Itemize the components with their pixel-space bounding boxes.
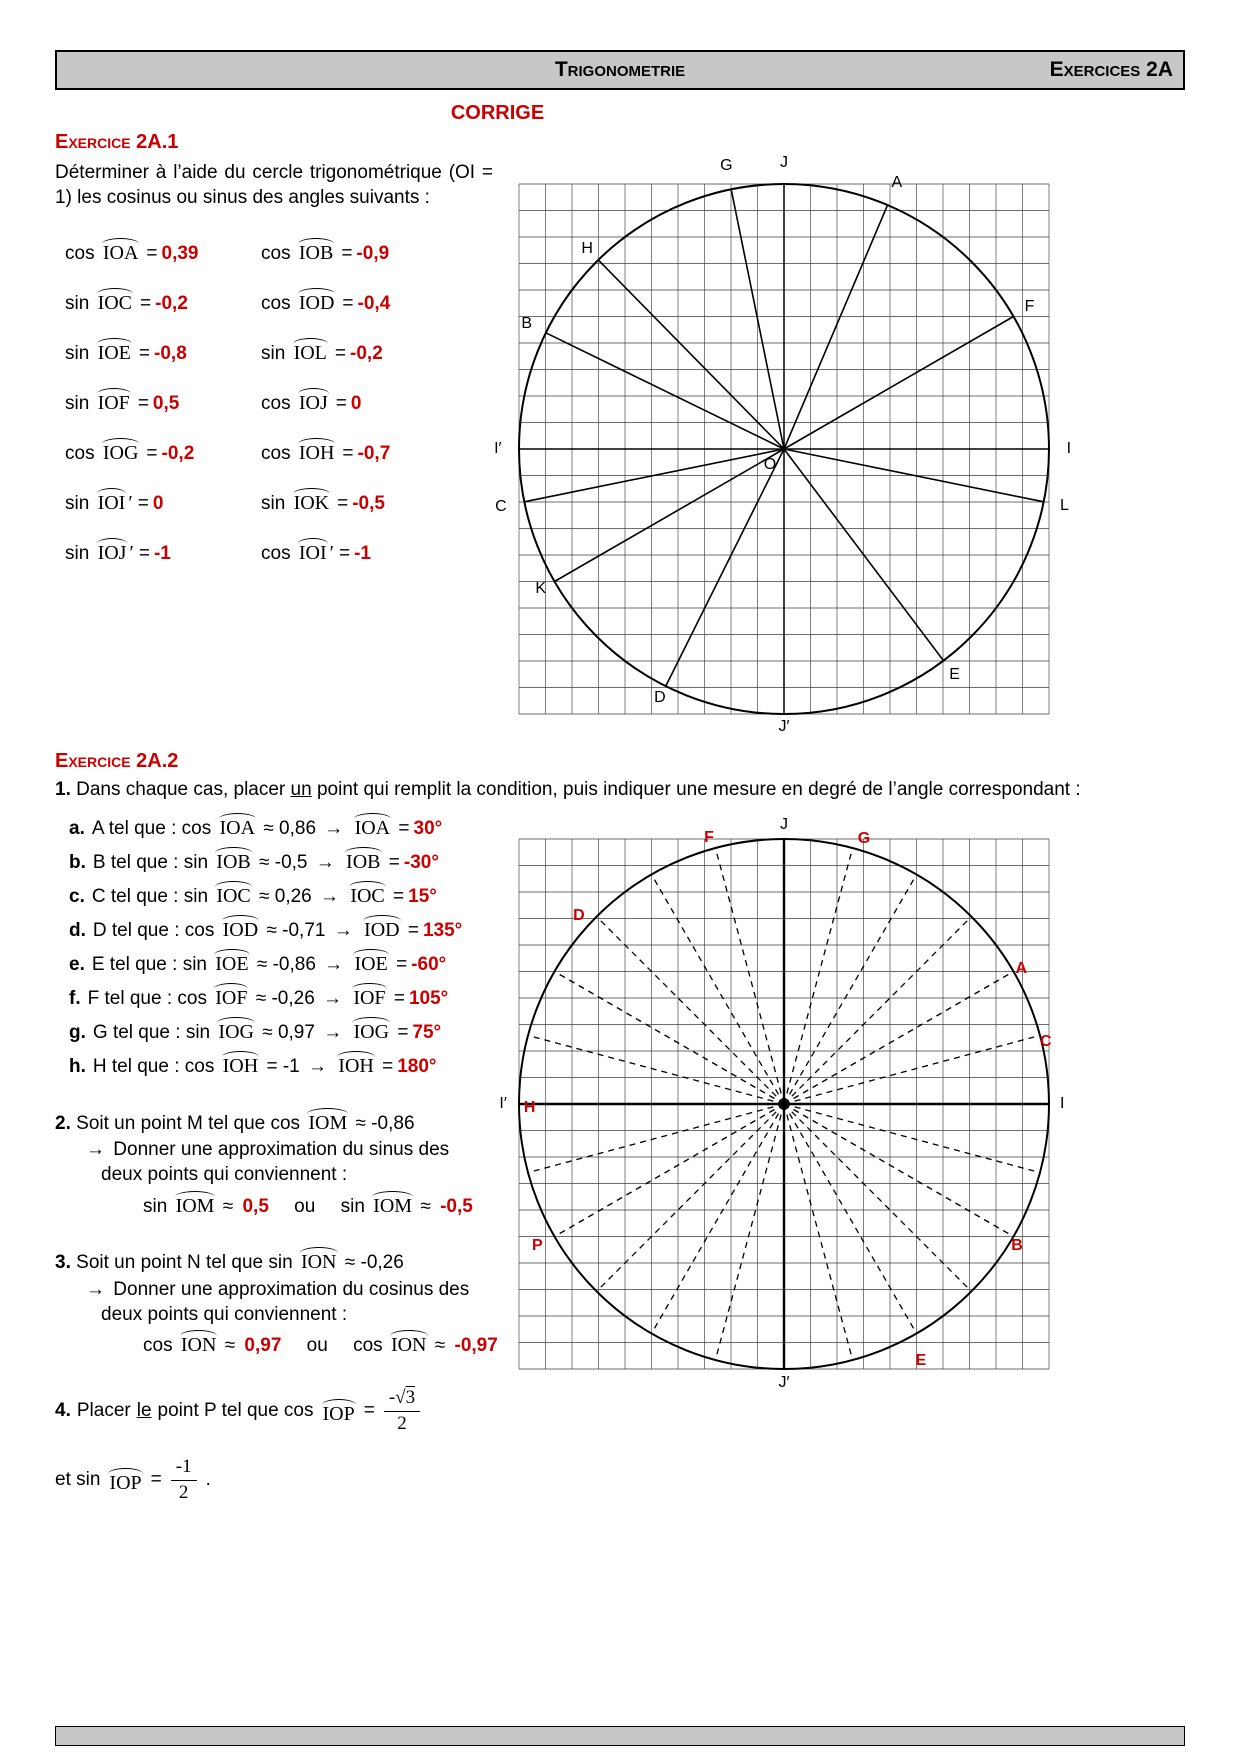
angle-notation: IOC [348,881,386,906]
dashed-ray [784,848,853,1104]
dashed-ray [784,874,917,1103]
dashed-ray [784,1035,1040,1104]
trig-answer [261,388,493,415]
trig-answer [261,238,493,265]
equals-sign: = [342,443,354,465]
trig-function: sin [261,343,286,365]
point-label-I: I [1066,440,1072,457]
arrow-icon: → [324,953,344,975]
point-label-E: E [949,666,960,684]
condition-item [69,847,493,876]
point-label-C: C [1039,1032,1052,1050]
part-3-instruction [55,1278,493,1327]
trig-answer [65,438,261,465]
angle-notation: IOE [213,949,250,974]
prime-mark: ′ [129,542,134,565]
angle-notation: IOH [221,1051,261,1076]
equals-sign: = [341,243,353,265]
ray [784,205,888,449]
item-letter: a. [69,817,85,839]
equals-sign: = [335,393,347,415]
point-label-J: J [780,816,788,834]
angle-notation: IOC [214,881,252,906]
point-label-I: I [1060,1094,1065,1112]
item-answer: -30° [403,851,439,873]
point-label-D: D [654,689,666,706]
item-answer: 15° [408,885,437,907]
fraction-denominator: 2 [178,1481,189,1503]
equals-sign: = [334,343,347,365]
angle-notation: ION [299,1247,339,1272]
question-number: 2. [55,1112,71,1134]
angle-notation: IOI [96,488,128,513]
part-2-answers [55,1191,493,1220]
point-label-G: G [857,829,871,847]
ray [666,449,784,686]
part-3 [55,1247,498,1359]
answer-value: -1 [153,543,171,565]
trig-function: sin [65,493,90,515]
answer-value: -0,9 [356,243,390,265]
ray [598,260,784,449]
point-label-G: G [720,156,733,174]
angle-notation: IOL [292,338,329,363]
answer-value: -0,2 [161,443,195,465]
ray [546,333,784,449]
trig-function: cos [143,1335,173,1357]
answer-value: 0 [350,393,362,415]
part-4-line-1 [55,1387,493,1436]
exercise-1-intro: Déterminer à l’aide du cercle trigonométrique (OI = 1) les cosinus ou sinus des angles suivants : [55,162,493,209]
trig-function: cos [261,393,291,415]
answer-value: 0,39 [161,243,199,265]
dashed-ray [784,1104,1040,1173]
dashed-ray [715,1104,784,1360]
item-text: B tel que : sin [92,851,209,873]
item-relation: ≈ -0,26 [255,987,315,1009]
angle-notation: IOM [174,1191,217,1216]
point-label-H: H [523,1099,536,1117]
item-answer: 105° [408,987,449,1009]
point-label-P: P [531,1237,543,1255]
point-label-F: F [1024,298,1035,316]
answer-value: 0,5 [242,1195,269,1217]
equals-sign: = [393,987,405,1009]
fraction [384,1387,420,1436]
item-text: C tel que : sin [91,885,209,907]
condition-item [69,1051,493,1080]
point-label-A: A [1015,959,1028,977]
approx-sign: ≈ [222,1195,234,1217]
condition-item [69,1017,493,1046]
dashed-ray [652,1104,785,1333]
fraction-denominator: 2 [397,1412,407,1434]
part-4 [55,1387,493,1504]
angle-notation: IOK [292,488,332,513]
equals-sign: = [388,851,400,873]
answer-value: -0,7 [357,443,391,465]
statement-text: Placer [76,1400,131,1422]
question-number: 3. [55,1252,71,1274]
arrow-icon: → [324,817,344,839]
point-label-K: K [535,580,547,598]
condition-item [69,813,493,842]
point-label-Jprime: J′ [778,1374,790,1392]
unit-circle-svg-1 [519,184,1049,714]
item-letter: h. [69,1055,86,1077]
question-text: Dans chaque cas, placer [76,779,286,800]
equals-sign: = [137,393,149,415]
item-letter: f. [69,987,81,1009]
angle-notation: IOM [306,1108,349,1133]
answer-value: -0,5 [440,1195,473,1217]
angle-notation: IOJ [96,538,129,563]
point-label-Jprime: J′ [778,718,790,736]
underlined-word: un [290,779,312,800]
angle-notation: IOG [351,1017,391,1042]
item-text: D tel que : cos [92,919,215,941]
part-3-answers [55,1330,498,1359]
trig-answer [65,538,261,565]
point-label-Iprime: I′ [494,440,502,457]
answer-value: -0,2 [350,343,383,365]
trig-answer [261,538,493,565]
document-subtitle: Exercices 2A [1049,58,1173,81]
exercise-2-left-column [55,813,498,1505]
document-title: Trigonometrie [554,58,686,81]
equals-sign: = [342,293,354,315]
origin-point [782,447,787,452]
answer-value: -0,4 [357,293,391,315]
trig-function: cos [261,293,291,315]
arrow-icon: → [333,919,353,941]
footer-bar [55,1726,1185,1746]
item-relation: ≈ -0,86 [256,953,316,975]
item-text: F tel que : cos [87,987,207,1009]
equals-sign: = [146,443,158,465]
trig-function: sin [65,293,90,315]
equals-sign: = [140,293,152,315]
angle-notation: IOF [351,983,387,1008]
condition-item [69,881,493,910]
item-relation: ≈ 0,26 [259,885,312,907]
answer-value: -0,8 [154,343,187,365]
dashed-ray [555,971,784,1104]
item-text: G tel que : sin [92,1021,211,1043]
origin-label: O [763,456,777,473]
equals-sign: = [138,343,151,365]
ray [555,449,784,582]
angle-notation: IOD [297,288,337,313]
equals-sign: = [397,1021,409,1043]
item-text: H tel que : cos [92,1055,215,1077]
dashed-ray [715,848,784,1104]
item-answer: -60° [411,953,447,975]
ray [784,317,1013,450]
sqrt-sign: -√ [388,1387,406,1409]
approx-sign: ≈ [420,1195,431,1217]
unit-circle-diagram-2 [493,813,1075,1395]
exercise-1-title: Exercice 2A.1 [55,131,179,153]
angle-notation: IOJ [297,388,330,413]
arrow-icon: → [323,1021,343,1043]
dashed-ray [784,1104,853,1360]
arrow-icon: → [308,1055,328,1077]
unit-circle-svg-2 [519,839,1049,1369]
equals-sign: = [396,953,408,975]
trig-function: sin [65,543,90,565]
trig-function: cos [261,543,291,565]
exercise-2-body [55,813,1185,1505]
angle-notation: IOG [101,438,141,463]
equals-sign: = [339,543,351,565]
dashed-ray [784,1104,917,1333]
angle-notation: IOD [221,915,261,940]
equals-sign: = [146,243,158,265]
trig-function: sin [65,393,90,415]
point-label-B: B [1011,1236,1023,1254]
condition-items-list [55,813,493,1080]
condition-item [69,983,493,1012]
exercise-2a1-section [55,131,1185,740]
equals-sign: = [398,817,410,839]
trig-answer [261,288,493,315]
arrow-icon: → [315,851,335,873]
fraction-numerator [384,1387,420,1412]
underlined-word: le [136,1400,152,1422]
angle-notation: IOB [214,847,252,872]
statement-text: point P tel que cos [157,1400,314,1422]
equals-sign: = [407,919,419,941]
item-relation: = -1 [266,1055,300,1077]
angle-notation: IOG [216,1017,256,1042]
item-text: E tel que : sin [91,953,207,975]
angle-notation: IOA [218,813,258,838]
answer-value: -1 [354,543,372,565]
point-label-Iprime: I′ [499,1094,507,1112]
item-letter: b. [69,851,86,873]
exercise-1-answers [55,228,493,565]
trig-function: cos [353,1335,383,1357]
angle-notation: IOI [297,538,329,563]
angle-notation: IOH [297,438,337,463]
point-label-A: A [891,174,903,192]
question-number: 4. [55,1400,71,1422]
or-word: ou [294,1195,316,1217]
arrow-icon: → [86,1279,105,1301]
exercise-2-title: Exercice 2A.2 [55,750,179,772]
angle-notation: IOF [96,388,132,413]
part-4-line-2 [55,1456,493,1505]
item-relation: ≈ 0,97 [262,1021,315,1043]
angle-notation: IOC [96,288,134,313]
angle-notation: ION [389,1330,429,1355]
angle-notation: IOB [297,238,335,263]
period: . [205,1468,211,1490]
statement-relation: ≈ -0,86 [355,1112,415,1134]
arrow-icon: → [86,1139,105,1161]
equals-sign: = [137,493,149,515]
arrow-icon: → [323,987,343,1009]
item-letter: c. [69,885,85,907]
item-text: A tel que : cos [91,817,212,839]
item-letter: e. [69,953,85,975]
statement-text: Soit un point M tel que cos [76,1112,301,1134]
exercise-1-left-column [55,158,493,565]
trig-answer [65,388,261,415]
approx-sign: ≈ [224,1335,236,1357]
equals-sign: = [363,1400,375,1422]
dashed-ray [652,874,785,1103]
angle-notation: IOP [321,1399,357,1424]
trig-answer [65,338,261,365]
statement-text: Soit un point N tel que sin [76,1252,293,1274]
equals-sign: = [150,1468,162,1490]
item-answer: 30° [413,817,443,839]
item-relation: ≈ 0,86 [263,817,317,839]
angle-notation: IOE [352,949,389,974]
origin-point [780,1100,788,1108]
point-label-L: L [1060,497,1069,515]
angle-notation: IOM [371,1191,414,1216]
approx-sign: ≈ [434,1335,446,1357]
point-label-H: H [581,239,593,257]
trig-function: cos [65,243,95,265]
radicand: 3 [405,1387,416,1409]
part-2-statement [55,1108,493,1137]
exercise-1-body [55,153,1185,740]
exercise-2-question-1 [55,777,1185,803]
exercise-2a2-section [55,750,1185,1504]
dashed-ray [555,1104,784,1237]
trig-function: cos [261,243,291,265]
equals-sign: = [138,543,150,565]
item-letter: d. [69,919,86,941]
angle-notation: IOA [101,238,141,263]
dashed-ray [784,1104,1013,1237]
dashed-ray [784,971,1013,1104]
answer-value: 0 [152,493,164,515]
trig-function: cos [65,443,95,465]
item-answer: 180° [397,1055,437,1077]
statement-text: et sin [55,1468,101,1490]
trig-answer [65,488,261,515]
point-label-C: C [495,497,507,515]
unit-circle-diagram-1 [493,153,1075,740]
part-3-statement [55,1247,493,1276]
equals-sign: = [337,493,349,515]
page-header [55,50,1185,90]
part-2 [55,1108,493,1220]
point-label-F: F [704,829,714,847]
trig-function: sin [261,493,286,515]
angle-notation: IOP [107,1468,143,1493]
answer-value: -0,2 [155,293,188,315]
answer-value: -0,5 [352,493,385,515]
equals-sign: = [393,885,405,907]
equals-sign: = [382,1055,394,1077]
corrige-heading: CORRIGE [450,102,545,124]
trig-answer [65,288,261,315]
item-answer: 135° [422,919,463,941]
answer-value: 0,97 [244,1335,282,1357]
angle-notation: IOA [353,813,393,838]
prime-mark: ′ [329,542,334,565]
point-label-B: B [521,314,533,332]
trig-function: sin [65,343,90,365]
condition-item [69,915,493,944]
trig-answer [65,238,261,265]
trig-answer [261,438,493,465]
trig-answer [261,488,493,515]
dashed-ray [528,1104,784,1173]
angle-notation: IOD [362,915,402,940]
angle-notation: ION [179,1330,219,1355]
fraction-numerator: -1 [171,1456,197,1481]
question-text: point qui remplit la condition, puis indiquer une mesure en degré de l’angle correspondant : [316,779,1081,800]
part-2-instruction [55,1138,493,1187]
fraction [171,1456,197,1505]
arrow-icon: → [320,885,340,907]
instruction-text: Donner une approximation du cosinus des deux points qui conviennent : [101,1279,470,1325]
angle-notation: IOE [96,338,133,363]
trig-function: cos [261,443,291,465]
item-relation: ≈ -0,71 [266,919,326,941]
statement-relation: ≈ -0,26 [344,1252,404,1274]
point-label-D: D [573,906,585,924]
item-letter: g. [69,1021,86,1043]
or-word: ou [306,1335,328,1357]
point-label-J: J [780,153,788,171]
trig-function: sin [143,1195,168,1217]
dashed-ray [528,1035,784,1104]
prime-mark: ′ [128,492,133,515]
question-number: 1. [55,779,71,800]
item-relation: ≈ -0,5 [259,851,308,873]
condition-item [69,949,493,978]
angle-notation: IOH [336,1051,376,1076]
angle-notation: IOF [213,983,249,1008]
answer-value: -0,97 [454,1335,498,1357]
trig-function: sin [340,1195,365,1217]
instruction-text: Donner une approximation du sinus des deux points qui conviennent : [101,1139,450,1186]
item-answer: 75° [412,1021,442,1043]
point-label-E: E [915,1352,927,1370]
angle-notation: IOB [344,847,382,872]
answer-value: 0,5 [152,393,180,415]
trig-answer [261,338,493,365]
